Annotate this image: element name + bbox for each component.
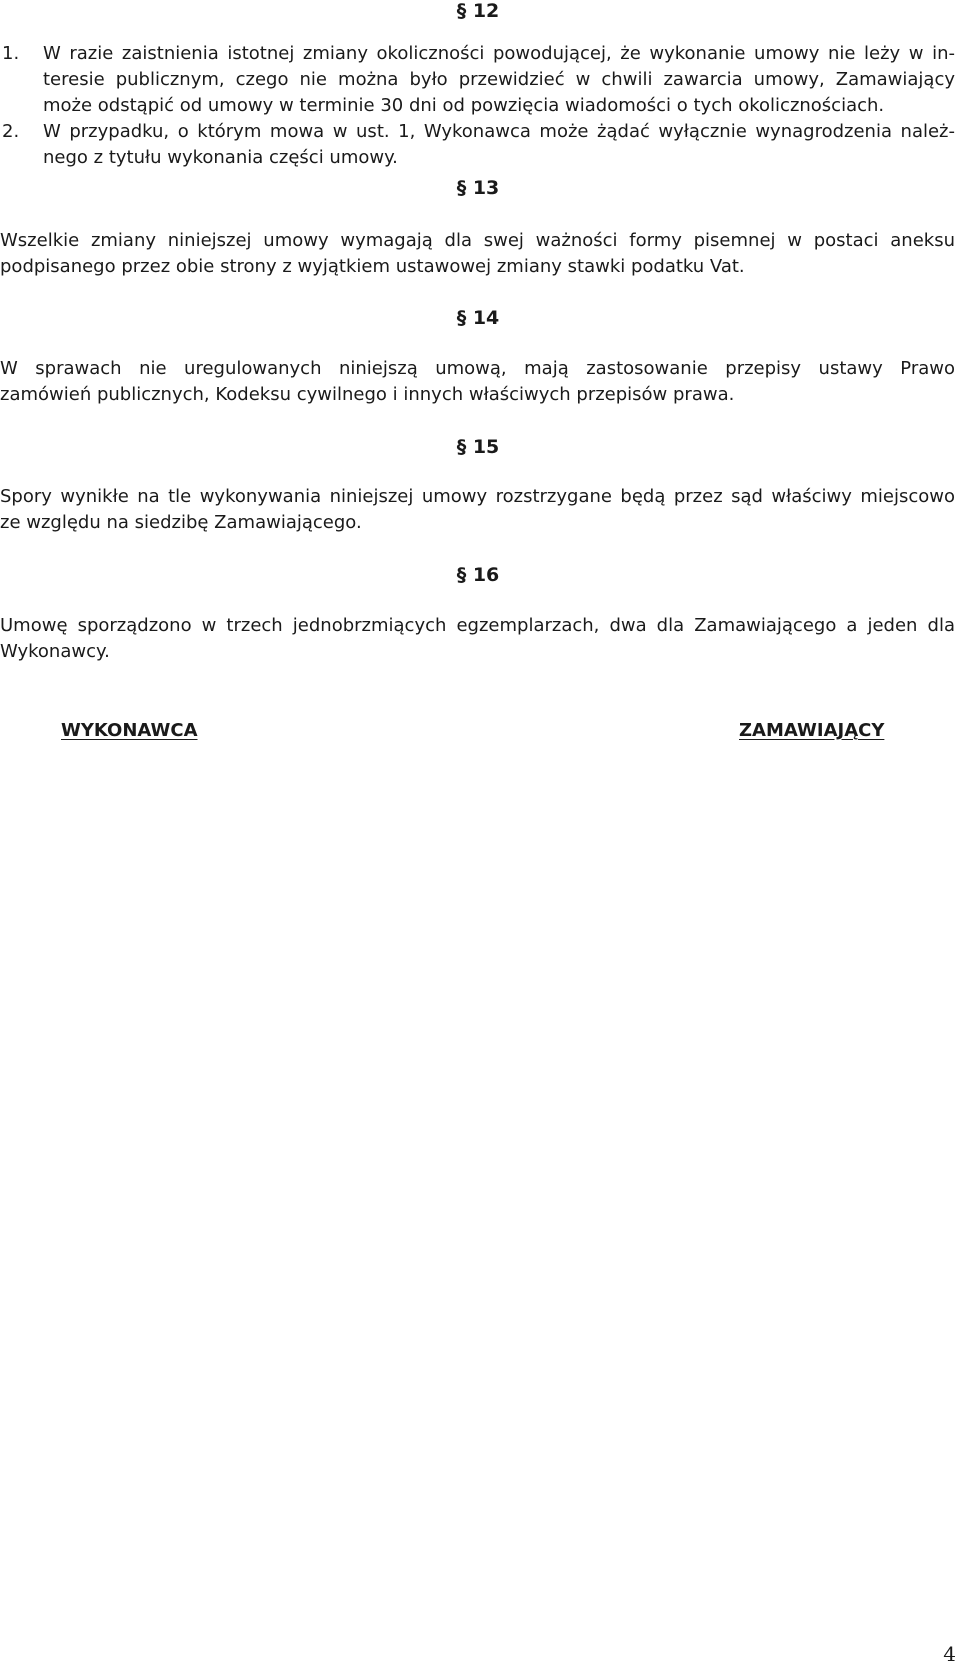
section-paragraph-15: Spory wynikłe na tle wykonywania niniejszej umowy rozstrzygane będą przez sąd właściwy miejscowo ze względu na siedzibę Zamawiającego. <box>0 486 955 533</box>
section-paragraph-13: Wszelkie zmiany niniejszej umowy wymagają dla swej ważności formy pisemnej w postaci aneksu podpisanego przez obie strony z wyjątkiem ustawowej zmiany stawki podatku Vat. <box>0 230 955 277</box>
list-item-text: W razie zaistnienia istotnej zmiany okoliczności powodującej, że wykonanie umowy nie leży w in- teresie publicznym, czego nie można było przewidzieć w chwili zawarcia umowy, Zamawiający może odstąpić od umowy w terminie 30 dni od powzięcia wiadomości o tych okolicznościach. <box>43 43 955 116</box>
list-item-number: 2. <box>2 121 20 142</box>
signature-ordering-party-label: ZAMAWIAJĄCY <box>739 720 885 741</box>
section-heading-15: § 15 <box>456 436 500 458</box>
signature-contractor-label: WYKONAWCA <box>61 720 198 741</box>
list-item <box>0 119 955 171</box>
section-heading-16: § 16 <box>456 564 500 586</box>
list-item <box>0 41 955 119</box>
list-item-number: 1. <box>2 43 20 64</box>
section-heading-12: § 12 <box>456 0 500 22</box>
section-heading-13: § 13 <box>456 177 500 199</box>
section-paragraph-16: Umowę sporządzono w trzech jednobrzmiących egzemplarzach, dwa dla Zamawiającego a jeden dla Wykonawcy. <box>0 615 955 662</box>
list-item-text: W przypadku, o którym mowa w ust. 1, Wykonawca może żądać wyłącznie wynagrodzenia należ- nego z tytułu wykonania części umowy. <box>43 121 955 168</box>
section-paragraph-14: W sprawach nie uregulowanych niniejszą umową, mają zastosowanie przepisy ustawy Prawo zamówień publicznych, Kodeksu cywilnego i innych właściwych przepisów prawa. <box>0 358 955 405</box>
page-number: 4 <box>943 1642 956 1666</box>
section-heading-14: § 14 <box>456 307 500 329</box>
